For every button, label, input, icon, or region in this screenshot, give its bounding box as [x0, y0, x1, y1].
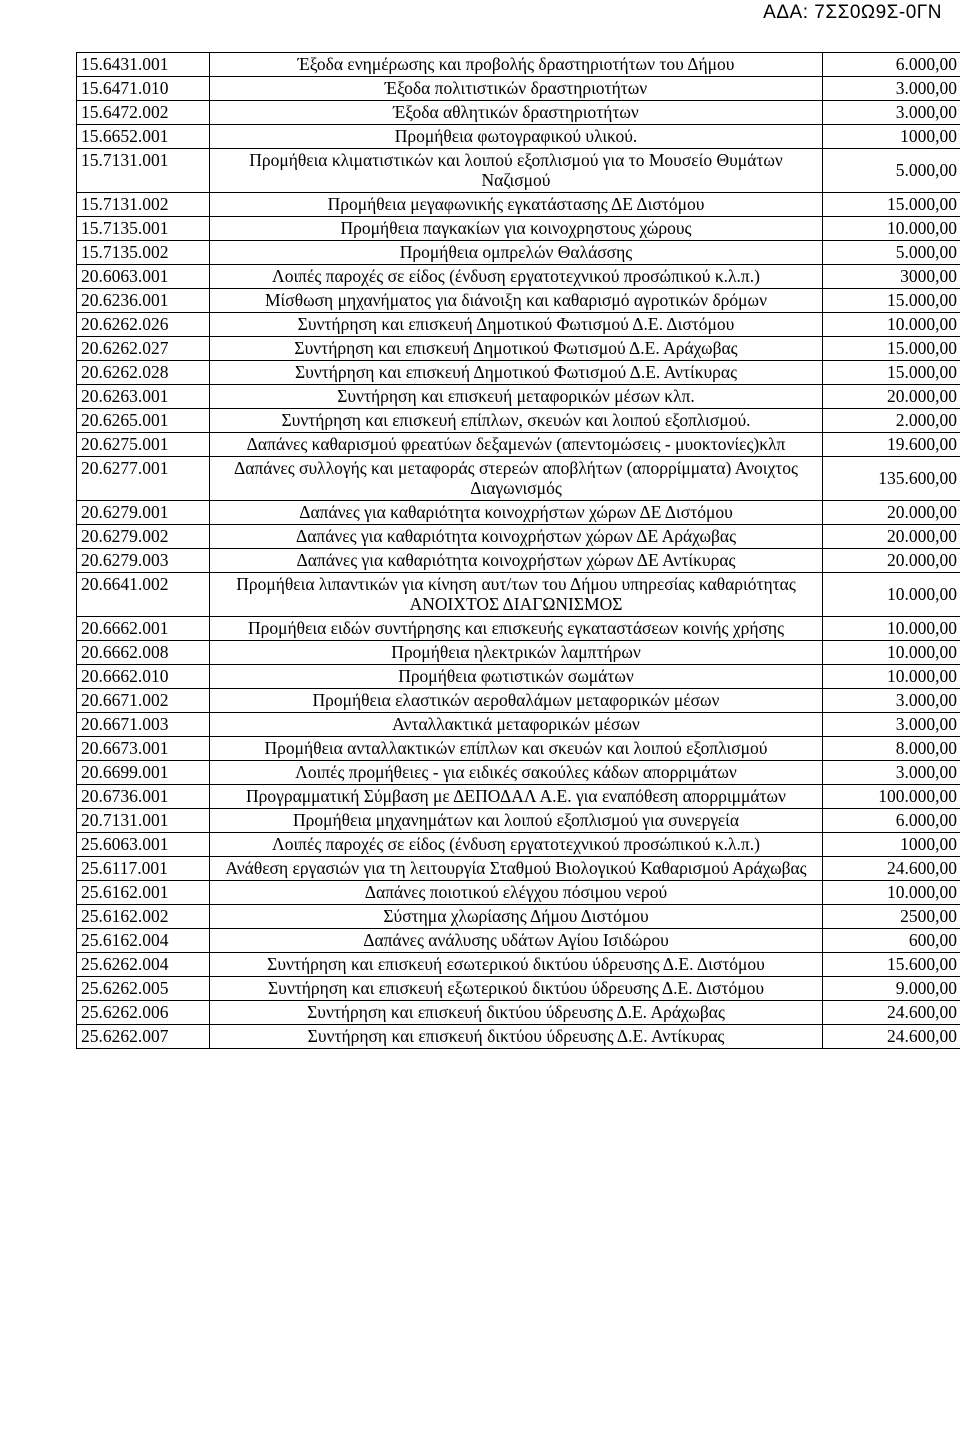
- amount-cell: 20.000,00: [823, 549, 960, 573]
- description-cell: Συντήρηση και επισκευή δικτύου ύδρευσης Δ.Ε. Αντίκυρας: [210, 1025, 823, 1049]
- amount-cell: 6.000,00: [823, 809, 960, 833]
- table-row: [77, 977, 960, 1001]
- table-row: [77, 785, 960, 809]
- description-cell: Δαπάνες για καθαριότητα κοινοχρήστων χώρων ΔΕ Διστόμου: [210, 501, 823, 525]
- amount-cell: 10.000,00: [823, 217, 960, 241]
- amount-cell: 10.000,00: [823, 881, 960, 905]
- table-row: [77, 265, 960, 289]
- code-cell: 20.6662.001: [77, 617, 210, 641]
- table-row: [77, 289, 960, 313]
- description-cell: Δαπάνες για καθαριότητα κοινοχρήστων χώρων ΔΕ Αντίκυρας: [210, 549, 823, 573]
- description-cell: Προγραμματική Σύμβαση με ΔΕΠΟΔΑΛ Α.Ε. για εναπόθεση απορριμμάτων: [210, 785, 823, 809]
- table-row: [77, 929, 960, 953]
- amount-cell: 5.000,00: [823, 241, 960, 265]
- amount-cell: 3.000,00: [823, 689, 960, 713]
- description-cell: Δαπάνες ποιοτικού ελέγχου πόσιμου νερού: [210, 881, 823, 905]
- amount-cell: 10.000,00: [823, 665, 960, 689]
- amount-cell: 6.000,00: [823, 53, 960, 77]
- description-cell: Προμήθεια λιπαντικών για κίνηση αυτ/των του Δήμου υπηρεσίας καθαριότητας ΑΝΟΙΧΤΟΣ ΔΙΑΓΩΝΙΣΜΟΣ: [210, 573, 823, 617]
- description-cell: Συντήρηση και επισκευή επίπλων, σκευών και λοιπού εξοπλισμού.: [210, 409, 823, 433]
- table-row: [77, 101, 960, 125]
- table-row: [77, 809, 960, 833]
- description-cell: Έξοδα αθλητικών δραστηριοτήτων: [210, 101, 823, 125]
- code-cell: 15.6472.002: [77, 101, 210, 125]
- description-cell: Σύστημα χλωρίασης Δήμου Διστόμου: [210, 905, 823, 929]
- table-row: [77, 217, 960, 241]
- amount-cell: 5.000,00: [823, 149, 960, 193]
- code-cell: 25.6117.001: [77, 857, 210, 881]
- description-cell: Συντήρηση και επισκευή μεταφορικών μέσων κλπ.: [210, 385, 823, 409]
- table-row: [77, 77, 960, 101]
- table-row: [77, 501, 960, 525]
- table-row: [77, 409, 960, 433]
- amount-cell: 3.000,00: [823, 761, 960, 785]
- amount-cell: 3.000,00: [823, 101, 960, 125]
- description-cell: Συντήρηση και επισκευή Δημοτικού Φωτισμού Δ.Ε. Αντίκυρας: [210, 361, 823, 385]
- table-row: [77, 713, 960, 737]
- code-cell: 20.6262.027: [77, 337, 210, 361]
- code-cell: 25.6063.001: [77, 833, 210, 857]
- code-cell: 25.6162.001: [77, 881, 210, 905]
- code-cell: 20.6641.002: [77, 573, 210, 617]
- amount-cell: 3.000,00: [823, 77, 960, 101]
- description-cell: Δαπάνες ανάλυσης υδάτων Αγίου Ισιδώρου: [210, 929, 823, 953]
- description-cell: Προμήθεια ηλεκτρικών λαμπτήρων: [210, 641, 823, 665]
- description-cell: Συντήρηση και επισκευή Δημοτικού Φωτισμού Δ.Ε. Αράχωβας: [210, 337, 823, 361]
- code-cell: 20.6671.003: [77, 713, 210, 737]
- description-cell: Έξοδα ενημέρωσης και προβολής δραστηριοτήτων του Δήμου: [210, 53, 823, 77]
- amount-cell: 2.000,00: [823, 409, 960, 433]
- code-cell: 25.6162.002: [77, 905, 210, 929]
- code-cell: 15.7135.001: [77, 217, 210, 241]
- table-row: [77, 385, 960, 409]
- description-cell: Προμήθεια παγκακίων για κοινοχρηστους χώρους: [210, 217, 823, 241]
- code-cell: 20.7131.001: [77, 809, 210, 833]
- amount-cell: 2500,00: [823, 905, 960, 929]
- description-cell: Δαπάνες συλλογής και μεταφοράς στερεών αποβλήτων (απορρίμματα) Ανοιχτος Διαγωνισμός: [210, 457, 823, 501]
- code-cell: 20.6265.001: [77, 409, 210, 433]
- ada-header: ΑΔΑ: 7ΣΣ0Ω9Σ-0ΓΝ: [763, 2, 942, 23]
- description-cell: Προμήθεια μηχανημάτων και λοιπού εξοπλισμού για συνεργεία: [210, 809, 823, 833]
- code-cell: 20.6662.008: [77, 641, 210, 665]
- table-row: [77, 689, 960, 713]
- table-row: [77, 617, 960, 641]
- table-row: [77, 193, 960, 217]
- table-row: [77, 457, 960, 501]
- code-cell: 25.6262.005: [77, 977, 210, 1001]
- code-cell: 25.6262.004: [77, 953, 210, 977]
- table-row: [77, 761, 960, 785]
- table-row: [77, 125, 960, 149]
- amount-cell: 19.600,00: [823, 433, 960, 457]
- code-cell: 20.6279.003: [77, 549, 210, 573]
- amount-cell: 15.600,00: [823, 953, 960, 977]
- amount-cell: 3000,00: [823, 265, 960, 289]
- description-cell: Προμήθεια ελαστικών αεροθαλάμων μεταφορικών μέσων: [210, 689, 823, 713]
- amount-cell: 1000,00: [823, 125, 960, 149]
- amount-cell: 10.000,00: [823, 641, 960, 665]
- amount-cell: 1000,00: [823, 833, 960, 857]
- description-cell: Προμήθεια κλιματιστικών και λοιπού εξοπλισμού για το Μουσείο Θυμάτων Ναζισμού: [210, 149, 823, 193]
- description-cell: Έξοδα πολιτιστικών δραστηριοτήτων: [210, 77, 823, 101]
- description-cell: Προμήθεια φωτιστικών σωμάτων: [210, 665, 823, 689]
- budget-table-body: [77, 53, 960, 1049]
- description-cell: Λοιπές παροχές σε είδος (ένδυση εργατοτεχνικού προσώπικού κ.λ.π.): [210, 265, 823, 289]
- amount-cell: 15.000,00: [823, 337, 960, 361]
- table-row: [77, 241, 960, 265]
- description-cell: Ανάθεση εργασιών για τη λειτουργία Σταθμού Βιολογικού Καθαρισμού Αράχωβας: [210, 857, 823, 881]
- code-cell: 20.6736.001: [77, 785, 210, 809]
- code-cell: 20.6236.001: [77, 289, 210, 313]
- code-cell: 20.6671.002: [77, 689, 210, 713]
- code-cell: 20.6673.001: [77, 737, 210, 761]
- code-cell: 15.6431.001: [77, 53, 210, 77]
- amount-cell: 600,00: [823, 929, 960, 953]
- amount-cell: 24.600,00: [823, 1025, 960, 1049]
- description-cell: Προμήθεια φωτογραφικού υλικού.: [210, 125, 823, 149]
- description-cell: Προμήθεια ομπρελών Θαλάσσης: [210, 241, 823, 265]
- code-cell: 15.7131.001: [77, 149, 210, 193]
- table-row: [77, 881, 960, 905]
- code-cell: 15.6471.010: [77, 77, 210, 101]
- code-cell: 20.6279.002: [77, 525, 210, 549]
- amount-cell: 8.000,00: [823, 737, 960, 761]
- code-cell: 20.6279.001: [77, 501, 210, 525]
- code-cell: 20.6262.028: [77, 361, 210, 385]
- description-cell: Δαπάνες καθαρισμού φρεατύων δεξαμενών (απεντομώσεις - μυοκτονίες)κλπ: [210, 433, 823, 457]
- amount-cell: 100.000,00: [823, 785, 960, 809]
- table-row: [77, 313, 960, 337]
- amount-cell: 24.600,00: [823, 857, 960, 881]
- description-cell: Προμήθεια ανταλλακτικών επίπλων και σκευών και λοιπού εξοπλισμού: [210, 737, 823, 761]
- description-cell: Ανταλλακτικά μεταφορικών μέσων: [210, 713, 823, 737]
- code-cell: 15.6652.001: [77, 125, 210, 149]
- code-cell: 25.6262.006: [77, 1001, 210, 1025]
- amount-cell: 135.600,00: [823, 457, 960, 501]
- code-cell: 20.6262.026: [77, 313, 210, 337]
- description-cell: Συντήρηση και επισκευή εξωτερικού δικτύου ύδρευσης Δ.Ε. Διστόμου: [210, 977, 823, 1001]
- amount-cell: 3.000,00: [823, 713, 960, 737]
- table-row: [77, 361, 960, 385]
- table-row: [77, 337, 960, 361]
- table-row: [77, 1001, 960, 1025]
- code-cell: 20.6275.001: [77, 433, 210, 457]
- amount-cell: 10.000,00: [823, 313, 960, 337]
- code-cell: 20.6063.001: [77, 265, 210, 289]
- description-cell: Προμήθεια ειδών συντήρησης και επισκευής εγκαταστάσεων κοινής χρήσης: [210, 617, 823, 641]
- amount-cell: 10.000,00: [823, 573, 960, 617]
- code-cell: 20.6699.001: [77, 761, 210, 785]
- table-row: [77, 833, 960, 857]
- table-row: [77, 953, 960, 977]
- code-cell: 20.6277.001: [77, 457, 210, 501]
- description-cell: Συντήρηση και επισκευή Δημοτικού Φωτισμού Δ.Ε. Διστόμου: [210, 313, 823, 337]
- table-row: [77, 549, 960, 573]
- code-cell: 15.7135.002: [77, 241, 210, 265]
- description-cell: Συντήρηση και επισκευή δικτύου ύδρευσης Δ.Ε. Αράχωβας: [210, 1001, 823, 1025]
- amount-cell: 20.000,00: [823, 501, 960, 525]
- amount-cell: 9.000,00: [823, 977, 960, 1001]
- description-cell: Δαπάνες για καθαριότητα κοινοχρήστων χώρων ΔΕ Αράχωβας: [210, 525, 823, 549]
- amount-cell: 20.000,00: [823, 385, 960, 409]
- table-row: [77, 737, 960, 761]
- code-cell: 15.7131.002: [77, 193, 210, 217]
- code-cell: 20.6263.001: [77, 385, 210, 409]
- table-row: [77, 905, 960, 929]
- table-row: [77, 573, 960, 617]
- amount-cell: 15.000,00: [823, 289, 960, 313]
- description-cell: Μίσθωση μηχανήματος για διάνοιξη και καθαρισμό αγροτικών δρόμων: [210, 289, 823, 313]
- amount-cell: 15.000,00: [823, 361, 960, 385]
- amount-cell: 24.600,00: [823, 1001, 960, 1025]
- table-row: [77, 665, 960, 689]
- budget-table: [76, 52, 960, 1049]
- table-row: [77, 1025, 960, 1049]
- table-row: [77, 53, 960, 77]
- table-row: [77, 433, 960, 457]
- table-row: [77, 857, 960, 881]
- code-cell: 25.6162.004: [77, 929, 210, 953]
- code-cell: 25.6262.007: [77, 1025, 210, 1049]
- description-cell: Προμήθεια μεγαφωνικής εγκατάστασης ΔΕ Διστόμου: [210, 193, 823, 217]
- description-cell: Λοιπές προμήθειες - για ειδικές σακούλες κάδων απορριμάτων: [210, 761, 823, 785]
- description-cell: Συντήρηση και επισκευή εσωτερικού δικτύου ύδρευσης Δ.Ε. Διστόμου: [210, 953, 823, 977]
- amount-cell: 10.000,00: [823, 617, 960, 641]
- code-cell: 20.6662.010: [77, 665, 210, 689]
- table-row: [77, 641, 960, 665]
- amount-cell: 15.000,00: [823, 193, 960, 217]
- description-cell: Λοιπές παροχές σε είδος (ένδυση εργατοτεχνικού προσώπικού κ.λ.π.): [210, 833, 823, 857]
- table-row: [77, 525, 960, 549]
- table-row: [77, 149, 960, 193]
- amount-cell: 20.000,00: [823, 525, 960, 549]
